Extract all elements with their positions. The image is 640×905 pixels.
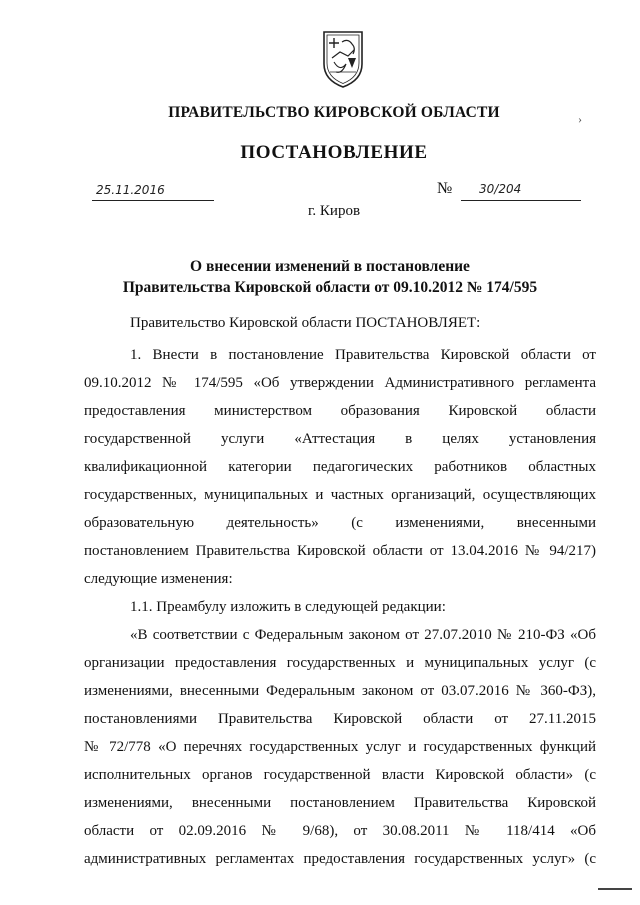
body-line: постановлением Правительства Кировской области от 13.04.2016 № 94/217) bbox=[84, 543, 596, 559]
body-line: административных регламентах предоставления государственных услуг» (с bbox=[84, 851, 596, 867]
body-line: организации предоставления государственных и муниципальных услуг (с bbox=[84, 655, 596, 671]
number-sign: № bbox=[437, 180, 453, 197]
issuing-authority: ПРАВИТЕЛЬСТВО КИРОВСКОЙ ОБЛАСТИ bbox=[168, 104, 500, 121]
document-number bbox=[437, 180, 583, 202]
body-line: исполнительных органов государственной власти Кировской области» (с bbox=[84, 767, 596, 783]
body-line: Правительство Кировской области ПОСТАНОВЛЯЕТ: bbox=[130, 315, 481, 331]
subject-line-2: Правительства Кировской области от 09.10.2012 № 174/595 bbox=[122, 279, 538, 296]
page-corner-mark bbox=[598, 888, 632, 890]
city-line: г. Киров bbox=[307, 203, 361, 219]
body-line: образовательную деятельность» (с изменениями, внесенными bbox=[84, 515, 596, 531]
handwritten-number: 30/204 bbox=[479, 182, 522, 196]
subject-line-1: О внесении изменений в постановление bbox=[190, 258, 470, 275]
margin-mark: › bbox=[578, 112, 582, 126]
body-line: № 72/778 «О перечнях государственных услуг и государственных функций bbox=[84, 739, 596, 755]
body-line: 1.1. Преамбулу изложить в следующей редакции: bbox=[130, 599, 446, 615]
resolution-subject bbox=[120, 256, 540, 298]
body-line: 09.10.2012 № 174/595 «Об утверждении Административного регламента bbox=[84, 375, 596, 391]
body-line: следующие изменения: bbox=[84, 571, 233, 587]
body-line: государственной услуги «Аттестация в целях установления bbox=[84, 431, 596, 447]
body-line: области от 02.09.2016 № 9/68), от 30.08.2011 № 118/414 «Об bbox=[84, 823, 596, 839]
handwritten-date: 25.11.2016 bbox=[96, 183, 165, 197]
body-line: предоставления министерством образования Кировской области bbox=[84, 403, 596, 419]
body-line: квалификационной категории педагогических работников областных bbox=[84, 459, 596, 475]
body-line: изменениями, внесенными Федеральным законом от 03.07.2016 № 360-ФЗ), bbox=[84, 683, 596, 699]
document-type-title: ПОСТАНОВЛЕНИЕ bbox=[240, 142, 428, 163]
date-field bbox=[92, 182, 214, 201]
number-field bbox=[461, 182, 581, 201]
body-line: изменениями, внесенными постановлением Правительства Кировской bbox=[84, 795, 596, 811]
kirov-oblast-coat-of-arms-icon bbox=[318, 28, 368, 90]
body-line: «В соответствии с Федеральным законом от 27.07.2010 № 210-ФЗ «Об bbox=[130, 627, 596, 643]
body-line: постановлениями Правительства Кировской области от 27.11.2015 bbox=[84, 711, 596, 727]
body-line: 1. Внести в постановление Правительства Кировской области от bbox=[130, 347, 596, 363]
body-line: государственных, муниципальных и частных организаций, осуществляющих bbox=[84, 487, 596, 503]
